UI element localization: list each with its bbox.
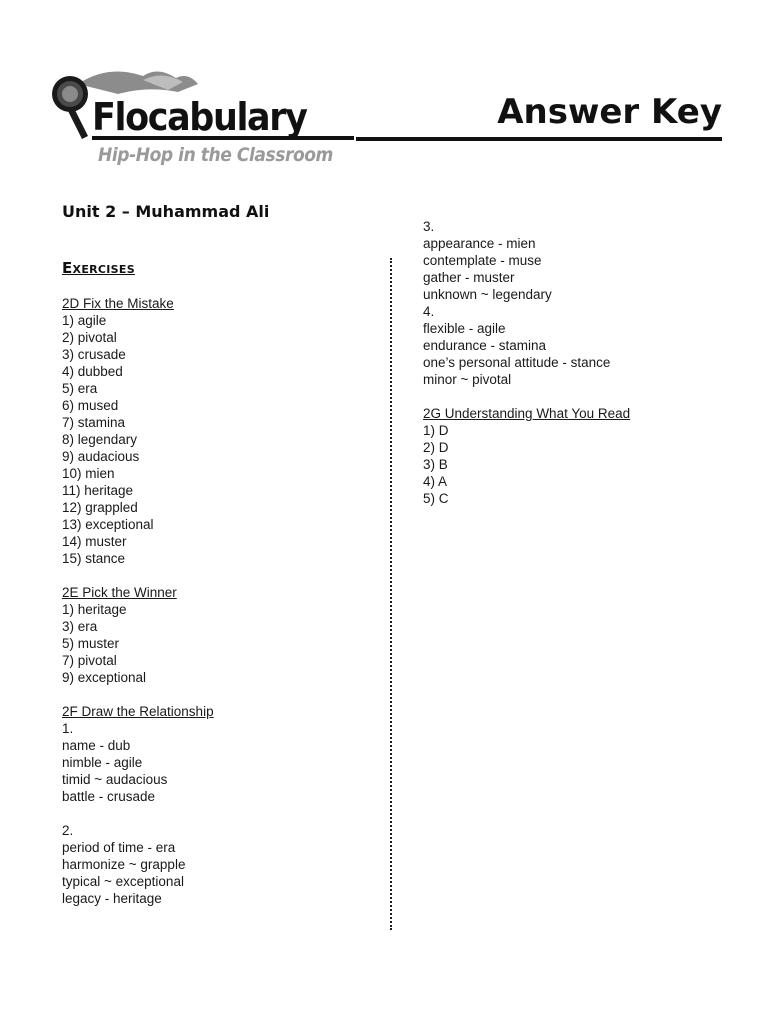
column-divider: [390, 258, 392, 930]
answer-line: 2) pivotal: [62, 330, 117, 345]
answer-line: 15) stance: [62, 551, 126, 566]
brand-name: Flocabulary: [92, 95, 307, 139]
left-sections: [62, 295, 382, 907]
answer-line: 1) heritage: [62, 602, 127, 617]
answer-line: 14) muster: [62, 534, 127, 549]
answer-line: 4.: [423, 304, 435, 319]
answer-line: 7) stamina: [62, 415, 126, 430]
answer-line: 3.: [423, 219, 435, 234]
right-sections: [423, 218, 743, 507]
page-title: Answer Key: [497, 92, 722, 132]
answer-line: 2) D: [423, 440, 449, 455]
answer-line: [62, 805, 382, 822]
answer-line: 10) mien: [62, 466, 115, 481]
answer-line: 13) exceptional: [62, 517, 154, 532]
tagline: Hip-Hop in the Classroom: [98, 144, 333, 166]
answer-line: 8) legendary: [62, 432, 138, 447]
answer-line: contemplate - muse: [423, 253, 542, 268]
answer-line: 4) dubbed: [62, 364, 123, 379]
answer-line: legacy - heritage: [62, 891, 162, 906]
answer-line: name - dub: [62, 738, 131, 753]
answer-line: 3) B: [423, 457, 448, 472]
exercise-section: [62, 584, 382, 686]
answer-line: 11) heritage: [62, 483, 134, 498]
answer-line: 9) exceptional: [62, 670, 147, 685]
answer-line: typical ~ exceptional: [62, 874, 184, 889]
answer-line: flexible - agile: [423, 321, 506, 336]
section-title: 2F Draw the Relationship: [62, 704, 214, 719]
answer-line: 2.: [62, 823, 74, 838]
answer-line: one’s personal attitude - stance: [423, 355, 611, 370]
answer-line: endurance - stamina: [423, 338, 547, 353]
answer-line: harmonize ~ grapple: [62, 857, 186, 872]
answer-line: 5) muster: [62, 636, 120, 651]
flocabulary-logo: [48, 64, 368, 174]
answer-line: appearance - mien: [423, 236, 536, 251]
answer-line: gather - muster: [423, 270, 515, 285]
answer-line: minor ~ pivotal: [423, 372, 512, 387]
header-rule: [356, 137, 722, 141]
answer-line: 6) mused: [62, 398, 119, 413]
answer-line: 1.: [62, 721, 74, 736]
answer-line: 4) A: [423, 474, 448, 489]
exercise-section: [423, 405, 743, 507]
exercise-section: [423, 218, 743, 388]
answer-line: period of time - era: [62, 840, 176, 855]
answer-line: 3) crusade: [62, 347, 126, 362]
answer-line: 5) C: [423, 491, 449, 506]
exercise-section: [62, 703, 382, 907]
answer-line: unknown ~ legendary: [423, 287, 552, 302]
section-title: 2E Pick the Winner: [62, 585, 177, 600]
exercise-section: [62, 295, 382, 567]
answer-line: 3) era: [62, 619, 98, 634]
section-title: 2G Understanding What You Read: [423, 406, 631, 421]
exercises-heading: Exercises: [62, 259, 135, 277]
answer-line: nimble - agile: [62, 755, 143, 770]
section-title: 2D Fix the Mistake: [62, 296, 174, 311]
unit-title: Unit 2 – Muhammad Ali: [62, 202, 270, 221]
answer-line: 12) grappled: [62, 500, 138, 515]
answer-line: 1) D: [423, 423, 449, 438]
left-column: [62, 200, 382, 907]
answer-line: battle - crusade: [62, 789, 156, 804]
answer-line: 5) era: [62, 381, 98, 396]
right-column: [423, 218, 743, 507]
answer-line: 9) audacious: [62, 449, 140, 464]
answer-line: 7) pivotal: [62, 653, 117, 668]
answer-line: timid ~ audacious: [62, 772, 168, 787]
answer-line: 1) agile: [62, 313, 107, 328]
